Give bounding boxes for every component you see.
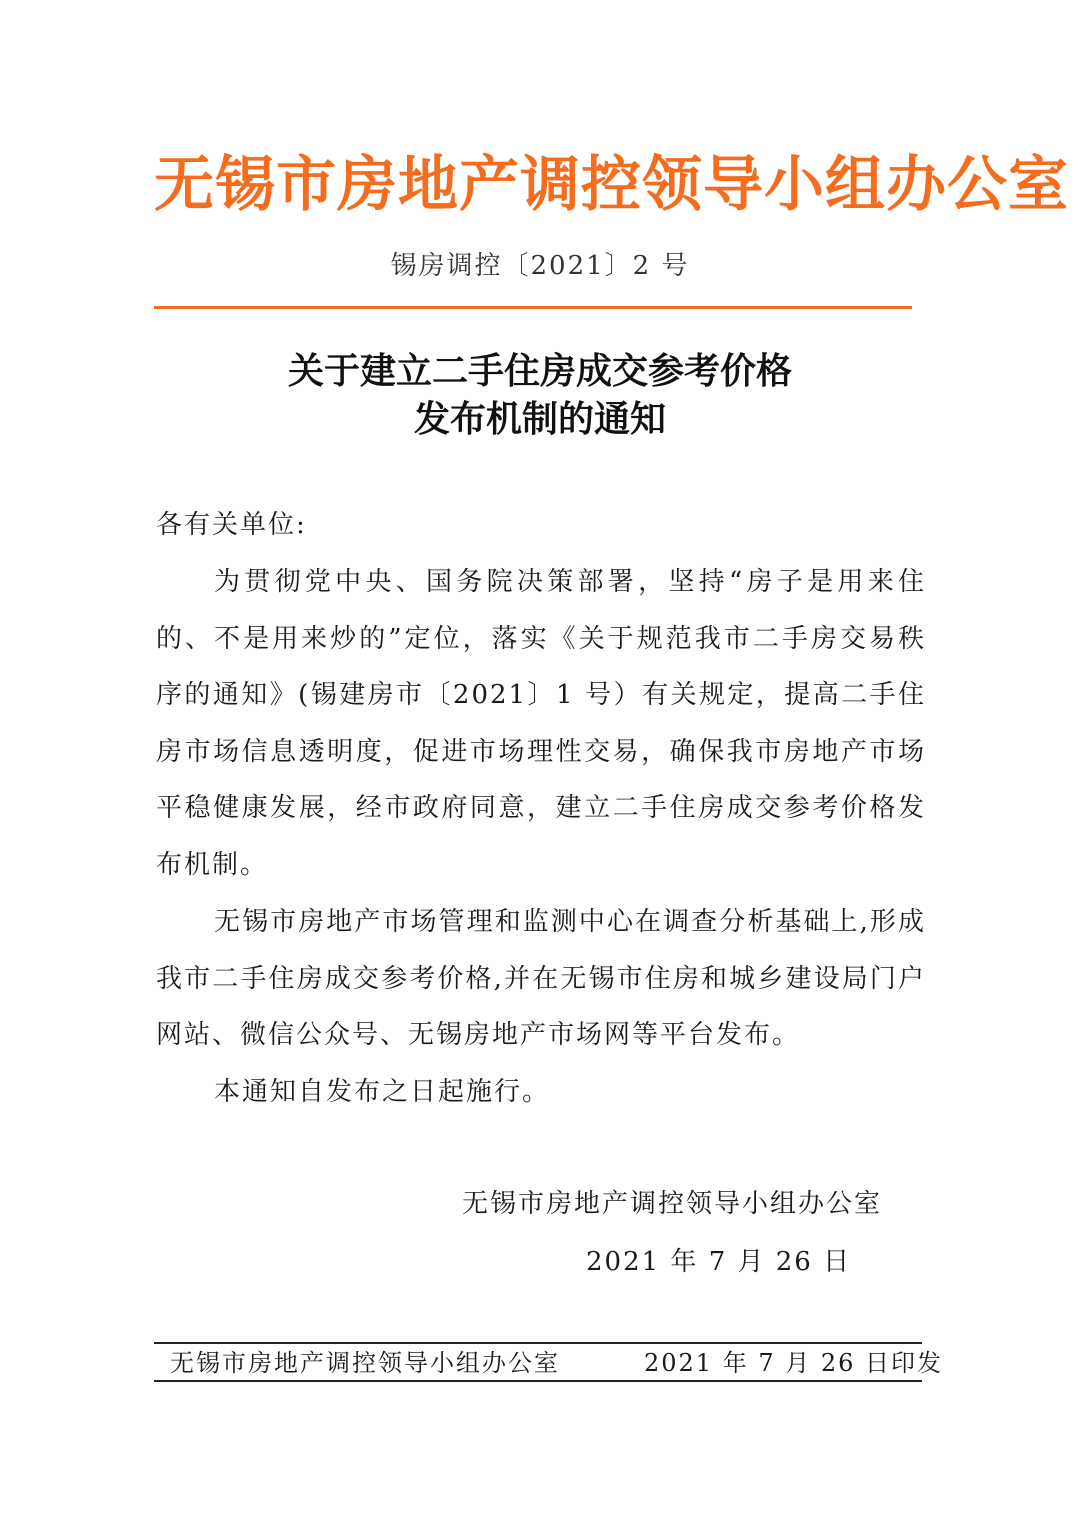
notice-title-line-2: 发布机制的通知 [413,399,666,440]
footer-print-date: 2021 年 7 月 26 日印发 [644,1349,944,1377]
notice-title-line-1: 关于建立二手住房成交参考价格 [287,351,792,392]
salutation: 各有关单位: [156,510,307,540]
body-paragraph-2: 无锡市房地产市场管理和监测中心在调查分析基础上,形成我市二手住房成交参考价格,并在无锡市住房和城乡建设局门户网站、微信公众号、无锡房地产市场网等平台发布。 [156,907,926,1050]
header-divider [154,306,912,309]
signature-date: 2021 年 7 月 26 日 [586,1247,852,1277]
notice-title [0,348,1080,444]
footer-divider-top [154,1342,922,1344]
body-paragraph-1: 为贯彻党中央、国务院决策部署，坚持“房子是用来住的、不是用来炒的”定位，落实《关于规范我市二手房交易秩序的通知》(锡建房市〔2021〕1 号）有关规定，提高二手住房市场信息透明度，促进市场理性交易，确保我市房地产市场平稳健康发展，经市政府同意，建立二手住房成交参考价格发布机制。 [156,567,926,880]
footer-divider-bottom [154,1380,922,1382]
body-paragraph-3: 本通知自发布之日起施行。 [214,1077,551,1107]
issuing-org-title: 无锡市房地产调控领导小组办公室 [154,150,1069,220]
footer-org: 无锡市房地产调控领导小组办公室 [170,1349,560,1377]
document-number: 锡房调控〔2021〕2 号 [390,251,690,281]
signature-org: 无锡市房地产调控领导小组办公室 [462,1189,883,1219]
